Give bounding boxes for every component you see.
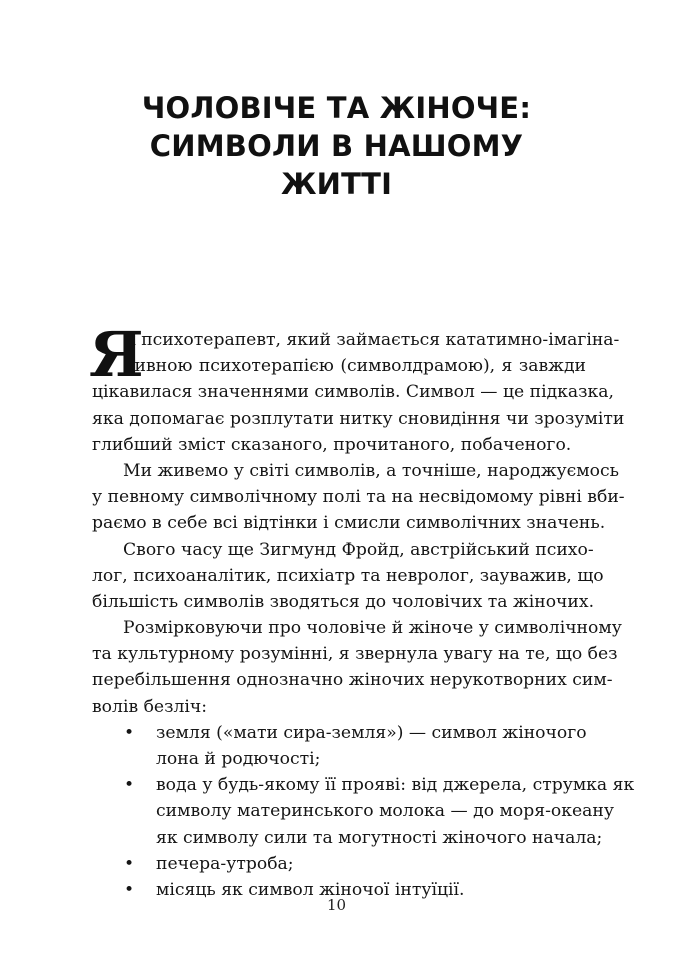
chapter-body bbox=[89, 318, 635, 903]
list-line bbox=[92, 798, 614, 824]
text-line: перебільшення однозначно жіночих нерукотворних сим- bbox=[92, 670, 613, 691]
text-line: та культурному розумінні, я звернула увагу на те, що без bbox=[92, 644, 618, 665]
bullet-icon: • bbox=[124, 853, 135, 874]
bullet-icon: • bbox=[124, 722, 135, 743]
chapter-title-line: ЖИТТІ bbox=[280, 167, 393, 201]
list-text: печера-утроба; bbox=[156, 853, 294, 874]
list-text: місяць як символ жіночої інтуїції. bbox=[156, 879, 465, 900]
list-text: лона й родючості; bbox=[156, 749, 321, 769]
text-line: волів безліч: bbox=[92, 696, 208, 717]
paragraph-symbols-world bbox=[92, 458, 625, 537]
chapter-title-line: СИМВОЛИ В НАШОМУ bbox=[149, 129, 524, 163]
text-line: яка допомагає розплутати нитку сновидіння чи зрозуміти bbox=[92, 408, 625, 429]
list-item-water bbox=[92, 772, 635, 851]
text-line: к психотерапевт, який займається кататимно-імагіна- bbox=[125, 330, 620, 350]
list-line bbox=[92, 746, 586, 772]
paragraph-freud bbox=[92, 537, 604, 616]
text-line: Розмірковуючи про чоловіче й жіноче у символічному bbox=[123, 618, 622, 639]
chapter-title-line: ЧОЛОВІЧЕ ТА ЖІНОЧЕ: bbox=[141, 91, 532, 125]
bullet-icon: • bbox=[124, 775, 135, 796]
list-line bbox=[92, 772, 635, 798]
list-line bbox=[92, 825, 603, 851]
list-line bbox=[92, 851, 586, 877]
list-item-cave bbox=[92, 851, 586, 877]
bullet-icon: • bbox=[124, 879, 135, 900]
text-line: Ми живемо у світі символів, а точніше, народжуємось bbox=[123, 460, 619, 481]
list-text: вода у будь-якому її прояві: від джерела, струмка як bbox=[156, 775, 635, 796]
text-line: раємо в себе всі відтінки і смисли символічних значень. bbox=[92, 513, 606, 534]
text-line: більшість символів зводяться до чоловічих та жіночих. bbox=[92, 591, 595, 612]
text-line: цікавилася значеннями символів. Символ — це підказка, bbox=[92, 382, 614, 403]
list-item-earth bbox=[92, 720, 586, 772]
paragraph-intro bbox=[89, 318, 625, 458]
text-line: глибший зміст сказаного, прочитаного, побаченого. bbox=[92, 434, 572, 455]
list-line bbox=[92, 720, 586, 746]
chapter-title bbox=[0, 89, 673, 203]
drop-cap: Я bbox=[89, 318, 144, 391]
feminine-symbols-list bbox=[92, 720, 635, 903]
text-line: лог, психоаналітик, психіатр та невролог, зауважив, що bbox=[92, 565, 604, 586]
text-line: Свого часу ще Зигмунд Фройд, австрійський психо- bbox=[123, 539, 594, 560]
paragraph-reflection bbox=[92, 615, 622, 720]
page-number: 10 bbox=[326, 896, 347, 914]
text-line: у певному символічному полі та на несвідомому рівні вби- bbox=[92, 487, 625, 508]
list-text: земля («мати сира-земля») — символ жіночого bbox=[156, 722, 587, 743]
list-text: як символу сили та могутності жіночого начала; bbox=[156, 827, 603, 848]
text-line: тивною психотерапією (символдрамою), я завжди bbox=[125, 356, 586, 377]
list-text: символу материнського молока — до моря-океану bbox=[156, 801, 614, 822]
